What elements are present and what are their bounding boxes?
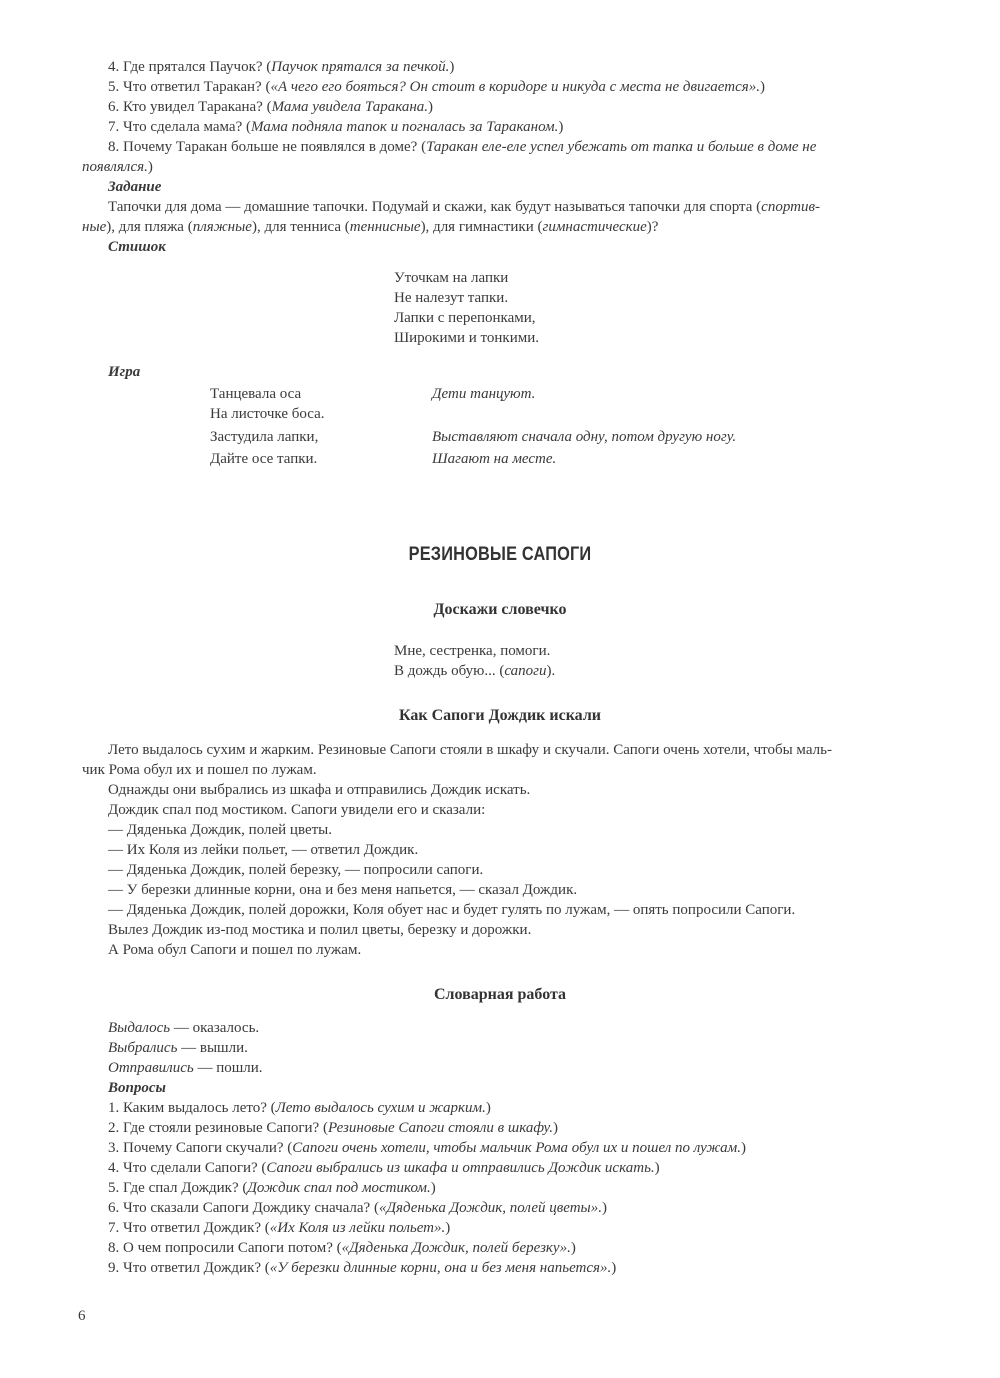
question (82, 77, 928, 97)
poem (394, 268, 539, 348)
page-number: 6 (78, 1308, 86, 1324)
task-answer: ные (82, 219, 107, 235)
task-answer: пляжные (192, 219, 252, 235)
answer-text: «Дяденька Дождик, полей березку». (341, 1240, 571, 1256)
question (82, 1098, 928, 1118)
question-text: 4. Где прятался Паучок? ( (108, 59, 272, 75)
paren: ) (611, 1260, 617, 1276)
question-text: 2. Где стояли резиновые Сапоги? ( (108, 1120, 328, 1136)
question-text: 7. Что ответил Дождик? ( (108, 1220, 270, 1236)
task-text-part: ), для тенниса ( (251, 219, 350, 235)
game-action: Выставляют сначала одну, потом другую ногу. (432, 429, 737, 445)
story-title: Как Сапоги Дождик искали (398, 707, 602, 724)
paren: ) (445, 1220, 451, 1236)
question (82, 1238, 928, 1258)
question-text: 8. О чем попросили Сапоги потом? ( (108, 1240, 342, 1256)
paren: ) (147, 159, 153, 175)
poem-line: Не налезут тапки. (394, 290, 509, 306)
question (82, 1118, 928, 1138)
questions-heading: Вопросы (108, 1080, 166, 1096)
section-title: РЕЗИНОВЫЕ САПОГИ (408, 544, 592, 565)
answer-text: «Их Коля из лейки польет». (269, 1220, 446, 1236)
question (82, 1218, 928, 1238)
vocab-word: Отправились (108, 1060, 194, 1076)
vocab-item (82, 1038, 928, 1058)
paren: ) (485, 1100, 491, 1116)
task-text-part: Тапочки для дома — домашние тапочки. Подумай и скажи, как будут называться тапочки для спорта ( (108, 199, 762, 215)
game-text: На листочке боса. (210, 406, 325, 422)
vocab-item (82, 1058, 928, 1078)
story-line: Однажды они выбрались из шкафа и отправились Дождик искать. (108, 782, 531, 798)
poem-heading: Стишок (108, 239, 166, 255)
question (82, 117, 928, 137)
task-answer: спортив- (761, 199, 820, 215)
answer-text: Мама увидела Таракана. (271, 99, 429, 115)
task-text (82, 217, 928, 237)
top-questions (82, 57, 928, 177)
story-line: — У березки длинные корни, она и без меня напьется, — сказал Дождик. (108, 882, 578, 898)
vocab-word: Выдалось (108, 1020, 171, 1036)
answer-text: Паучок прятался за печкой. (271, 59, 450, 75)
riddle-line: Мне, сестренка, помоги. (394, 643, 551, 659)
game-action: Дети танцуют. (432, 386, 536, 402)
vocab (82, 1018, 928, 1278)
question-text: 9. Что ответил Дождик? ( (108, 1260, 270, 1276)
answer-text: «У березки длинные корни, она и без меня напьется». (269, 1260, 612, 1276)
task-section (82, 177, 928, 257)
question (82, 1178, 928, 1198)
answer-text: Сапоги выбрались из шкафа и отправились Дождик искать. (266, 1160, 655, 1176)
vocab-item (82, 1018, 928, 1038)
vocab-word: Выбрались (108, 1040, 178, 1056)
task-answer: теннисные (349, 219, 421, 235)
story-line: — Их Коля из лейки польет, — ответил Дождик. (108, 842, 419, 858)
riddle-text: ). (546, 663, 556, 679)
question-text: 1. Каким выдалось лето? ( (108, 1100, 276, 1116)
vocab-def: — вышли. (177, 1040, 248, 1056)
riddle-answer: сапоги (504, 663, 547, 679)
question (82, 1138, 928, 1158)
story-line: — Дяденька Дождик, полей цветы. (108, 822, 332, 838)
game-heading: Игра (108, 364, 141, 380)
riddle-text: В дождь обую... ( (394, 663, 505, 679)
poem-line: Лапки с перепонками, (394, 310, 536, 326)
paren: ) (553, 1120, 559, 1136)
riddle-title: Доскажи словечко (433, 601, 567, 618)
answer-text: Мама подняла тапок и погналась за Тараканом. (250, 119, 559, 135)
answer-text: Сапоги очень хотели, чтобы мальчик Рома обул их и пошел по лужам. (292, 1140, 742, 1156)
paren: ) (428, 99, 434, 115)
riddle-line (394, 661, 555, 681)
answer-text: Таракан еле-еле успел убежать от тапка и больше в доме не (426, 139, 817, 155)
paren: ) (741, 1140, 747, 1156)
game-table (0, 384, 1000, 474)
question-text: 7. Что сделала мама? ( (108, 119, 251, 135)
vocab-title: Словарная работа (433, 986, 567, 1003)
paren: ) (654, 1160, 660, 1176)
story (82, 740, 928, 960)
answer-text: Резиновые Сапоги стояли в шкафу. (327, 1120, 554, 1136)
poem-line: Уточкам на лапки (394, 270, 509, 286)
question-text: 5. Что ответил Таракан? ( (108, 79, 271, 95)
paren: ) (558, 119, 564, 135)
riddle (394, 641, 555, 681)
vocab-def: — пошли. (193, 1060, 263, 1076)
story-line: А Рома обул Сапоги и пошел по лужам. (108, 942, 362, 958)
paren: ) (570, 1240, 576, 1256)
story-line: — Дяденька Дождик, полей березку, — попросили сапоги. (108, 862, 484, 878)
answer-text: Дождик спал под мостиком. (247, 1180, 431, 1196)
question-text: 4. Что сделали Сапоги? ( (108, 1160, 267, 1176)
question (82, 57, 928, 77)
question (82, 1158, 928, 1178)
question-text: 6. Кто увидел Таракана? ( (108, 99, 272, 115)
question (82, 137, 928, 157)
question (82, 97, 928, 117)
paren: ) (759, 79, 765, 95)
game-text: Танцевала оса (210, 386, 302, 402)
vocab-def: — оказалось. (170, 1020, 260, 1036)
question-text: 3. Почему Сапоги скучали? ( (108, 1140, 293, 1156)
game-text: Застудила лапки, (210, 429, 319, 445)
poem-line: Широкими и тонкими. (394, 330, 539, 346)
question (82, 1198, 928, 1218)
story-paragraph: чик Рома обул их и пошел по лужам. (82, 762, 317, 778)
game-action: Шагают на месте. (432, 451, 557, 467)
task-heading: Задание (108, 179, 162, 195)
answer-text: появлялся. (82, 159, 148, 175)
story-line: Вылез Дождик из-под мостика и полил цветы, березку и дорожки. (108, 922, 532, 938)
question-continuation (82, 157, 928, 177)
answer-text: «А чего его бояться? Он стоит в коридоре и никуда с места не двигается». (270, 79, 760, 95)
game-text: Дайте осе тапки. (210, 451, 318, 467)
question (82, 1258, 928, 1278)
paren: ) (449, 59, 455, 75)
paren: ) (601, 1200, 607, 1216)
paren: ) (430, 1180, 436, 1196)
question-text: 5. Где спал Дождик? ( (108, 1180, 248, 1196)
task-text-part: ), для гимнастики ( (420, 219, 543, 235)
story-line: — Дяденька Дождик, полей дорожки, Коля обует нас и будет гулять по лужам, — опять попросили Сапоги. (108, 902, 796, 918)
task-answer: гимнастические (542, 219, 647, 235)
answer-text: Лето выдалось сухим и жарким. (275, 1100, 486, 1116)
task-text-part: ), для пляжа ( (106, 219, 193, 235)
task-text-part: )? (646, 219, 659, 235)
story-line: Дождик спал под мостиком. Сапоги увидели его и сказали: (108, 802, 486, 818)
question-text: 6. Что сказали Сапоги Дождику сначала? ( (108, 1200, 379, 1216)
story-paragraph: Лето выдалось сухим и жарким. Резиновые Сапоги стояли в шкафу и скучали. Сапоги очень хотели, чтобы маль- (108, 742, 832, 758)
task-text (82, 197, 928, 217)
question-text: 8. Почему Таракан больше не появлялся в доме? ( (108, 139, 427, 155)
answer-text: «Дяденька Дождик, полей цветы». (378, 1200, 602, 1216)
